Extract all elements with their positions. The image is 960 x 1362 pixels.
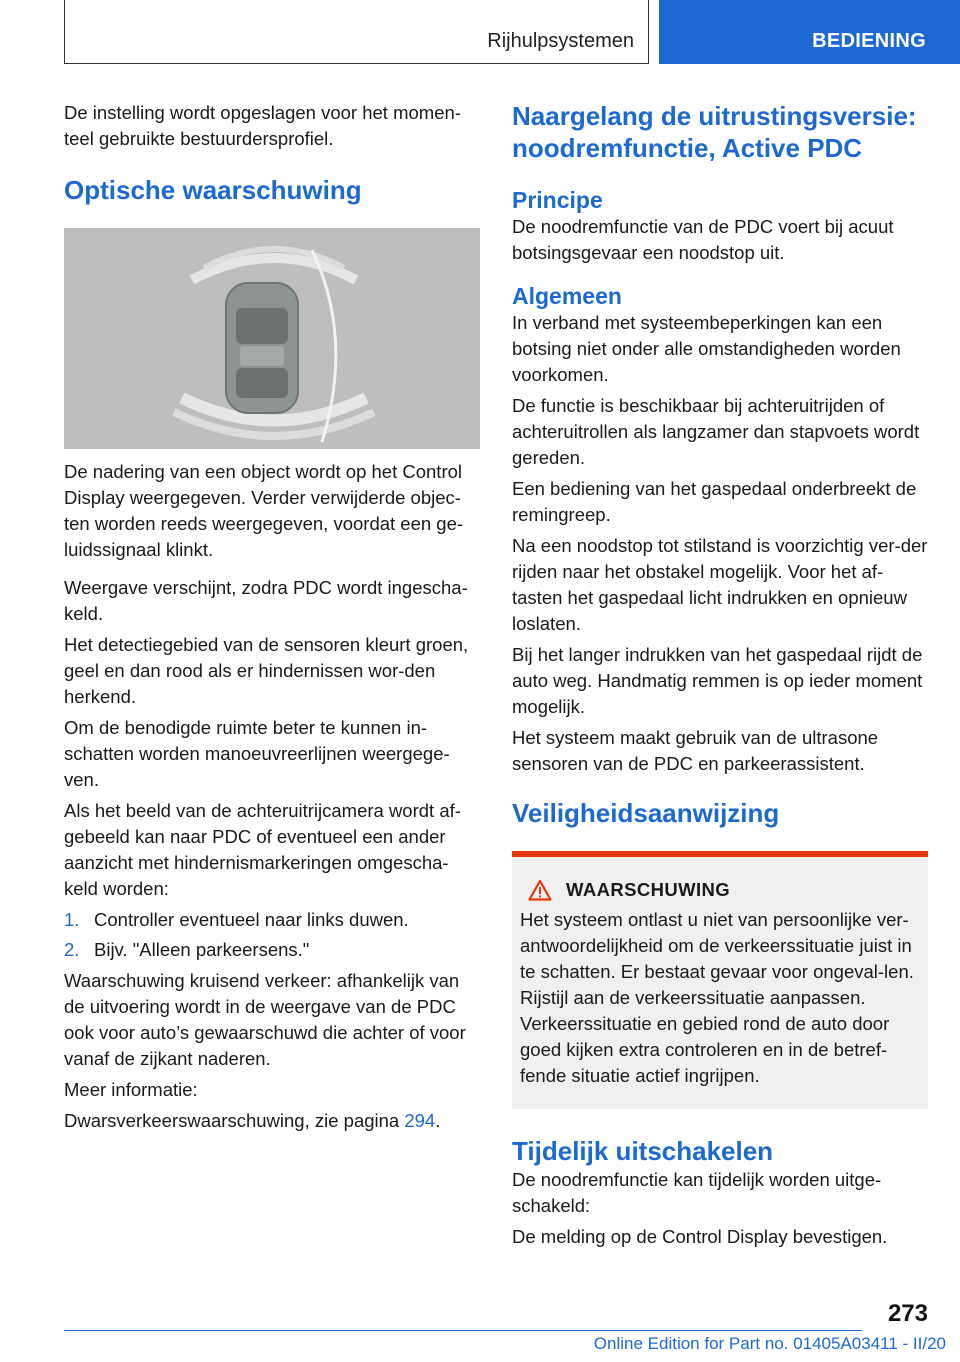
steps-list [64,907,480,963]
page-link[interactable]: 294 [404,1110,436,1131]
footer-divider [64,1330,862,1331]
header-section-box [64,0,649,64]
heading-safety: Veiligheidsaanwijzing [512,798,780,828]
paragraph-display-appears: Weergave verschijnt, zodra PDC wordt ingescha-keld. [64,577,468,624]
warning-triangle-icon [528,879,552,901]
heading-principle: Principe [512,187,603,213]
paragraph-manoeuvre-lines: Om de benodigde ruimte beter te kunnen in-schatten worden manoeuvreerlijnen weergege-ven. [64,717,450,790]
intro-paragraph: De instelling wordt opgeslagen voor het momen-teel gebruikte bestuurdersprofiel. [64,102,461,149]
paragraph-detection-area: Het detectiegebied van de sensoren kleurt groen, geel en dan rood als er hindernissen wor-den herkend. [64,634,469,707]
paragraph-general-6: Het systeem maakt gebruik van de ultrasone sensoren van de PDC en parkeerassistent. [512,727,879,774]
step-text: Bijv. "Alleen parkeersens." [94,939,310,960]
paragraph-general-3: Een bediening van het gaspedaal onderbreekt de remingreep. [512,478,917,525]
footer-edition: Online Edition for Part no. 01405A03411 - II/20 [593,1334,946,1353]
header-chapter-tab [659,0,960,64]
reference-end: . [435,1110,441,1131]
pdc-illustration [64,228,480,449]
paragraph-rear-camera: Als het beeld van de achteruitrijcamera wordt af-gebeeld kan naar PDC of eventueel een ander aanzicht met hindernismarkeringen omgescha-keld worden: [64,800,461,899]
warning-text: Het systeem ontlast u niet van persoonlijke ver-antwoordelijkheid om de verkeerssituatie juist in te schatten. Er bestaat gevaar voor ongeval-len. Rijstijl aan de verkeerssituatie aanpassen. Verkeerssituatie en gebied rond de auto door goed kijken extra controleren en in de betref-fende situatie actief ingrijpen. [520,909,914,1086]
paragraph-general-2: De functie is beschikbaar bij achteruitrijden of achteruitrollen als langzamer dan stapvoets wordt gereden. [512,395,920,468]
right-column [512,100,928,1255]
left-column [64,100,480,1139]
step-number: 1. [64,909,80,930]
warning-header [528,879,920,901]
heading-general: Algemeen [512,283,622,309]
paragraph-disable-1: De noodremfunctie kan tijdelijk worden uitge-schakeld: [512,1169,882,1216]
list-item [64,907,480,933]
heading-optical-warning: Optische waarschuwing [64,175,362,205]
paragraph-general-5: Bij het langer indrukken van het gaspedaal rijdt de auto weg. Handmatig remmen is op ieder moment mogelijk. [512,644,923,717]
heading-emergency-brake: Naargelang de uitrustingsversie: noodremfunctie, Active PDC [512,101,917,163]
paragraph-general-4: Na een noodstop tot stilstand is voorzichtig ver-der rijden naar het obstakel mogelijk. Voor het af-tasten het gaspedaal licht indrukken en opnieuw loslaten. [512,535,928,634]
warning-title: WAARSCHUWING [566,879,731,900]
header-section-title: Rijhulpsystemen [487,30,634,52]
heading-temporary-disable: Tijdelijk uitschakelen [512,1136,774,1166]
list-item [64,937,480,963]
reference-text: Dwarsverkeerswaarschuwing, zie pagina [64,1110,405,1131]
pdc-car-diagram [64,228,480,449]
paragraph-cross-reference [64,1108,480,1134]
header-chapter-title: BEDIENING [812,30,926,52]
page-number: 273 [887,1300,928,1327]
paragraph-cross-traffic: Waarschuwing kruisend verkeer: afhankelijk van de uitvoering wordt in de weergave van de PDC ook voor auto’s gewaarschuwd die achter of voor vanaf de zijkant naderen. [64,970,466,1069]
step-text: Controller eventueel naar links duwen. [94,909,409,930]
paragraph-more-info: Meer informatie: [64,1079,198,1100]
step-number: 2. [64,939,80,960]
paragraph-approach: De nadering van een object wordt op het Control Display weergegeven. Verder verwijderde objec-ten worden reeds weergegeven, voordat een ge-luidssignaal klinkt. [64,461,464,560]
paragraph-general-1: In verband met systeembeperkingen kan een botsing niet onder alle omstandigheden worden voorkomen. [512,312,901,385]
paragraph-disable-2: De melding op de Control Display bevestigen. [512,1226,888,1247]
warning-box [512,851,928,1109]
paragraph-principle: De noodremfunctie van de PDC voert bij acuut botsingsgevaar een noodstop uit. [512,216,894,263]
